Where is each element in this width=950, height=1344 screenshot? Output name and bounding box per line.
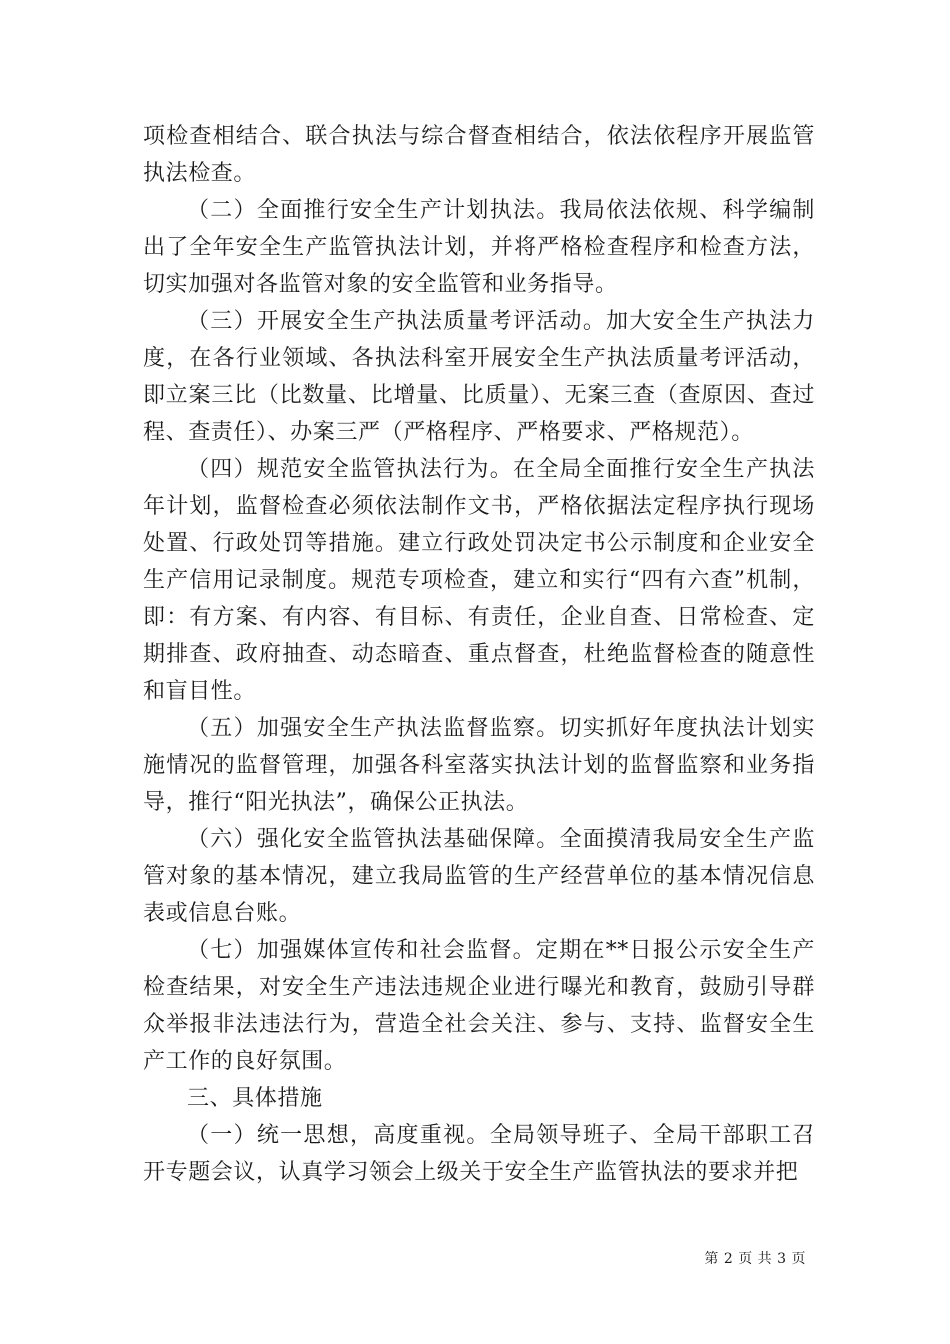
paragraph-item-5: （五）加强安全生产执法监督监察。切实抓好年度执法计划实施情况的监督管理，加强各科室落实执法计划的监督监察和业务指导，推行“阳光执法”，确保公正执法。	[143, 716, 815, 815]
page-number-footer: 第 2 页 共 3 页	[704, 1251, 806, 1267]
paragraph-continuation: 项检查相结合、联合执法与综合督查相结合，依法依程序开展监管执法检查。	[143, 124, 815, 186]
paragraph-item-4: （四）规范安全监管执法行为。在全局全面推行安全生产执法年计划，监督检查必须依法制作文书，严格依据法定程序执行现场处置、行政处罚等措施。建立行政处罚决定书公示制度和企业安全生产信用记录制度。规范专项检查，建立和实行“四有六查”机制，即：有方案、有内容、有目标、有责任，企业自查、日常检查、定期排查、政府抽查、动态暗查、重点督查，杜绝监督检查的随意性和盲目性。	[143, 457, 815, 704]
paragraph-item-7: （七）加强媒体宣传和社会监督。定期在**日报公示安全生产检查结果，对安全生产违法违规企业进行曝光和教育，鼓励引导群众举报非法违法行为，营造全社会关注、参与、支持、监督安全生产工作的良好氛围。	[143, 938, 815, 1074]
section-heading-measures: 三、具体措施	[187, 1086, 323, 1111]
paragraph-item-6: （六）强化安全监管执法基础保障。全面摸清我局安全生产监管对象的基本情况，建立我局监管的生产经营单位的基本情况信息表或信息台账。	[143, 827, 815, 926]
paragraph-item-2: （二）全面推行安全生产计划执法。我局依法依规、科学编制出了全年安全生产监管执法计划，并将严格检查程序和检查方法，切实加强对各监管对象的安全监管和业务指导。	[143, 198, 815, 297]
paragraph-measure-1: （一）统一思想，高度重视。全局领导班子、全局干部职工召开专题会议，认真学习领会上级关于安全生产监管执法的要求并把	[143, 1123, 815, 1185]
paragraph-item-3: （三）开展安全生产执法质量考评活动。加大安全生产执法力度，在各行业领域、各执法科室开展安全生产执法质量考评活动，即立案三比（比数量、比增量、比质量）、无案三查（查原因、查过程、查责任）、办案三严（严格程序、严格要求、严格规范）。	[143, 309, 815, 445]
document-body	[143, 118, 815, 1191]
